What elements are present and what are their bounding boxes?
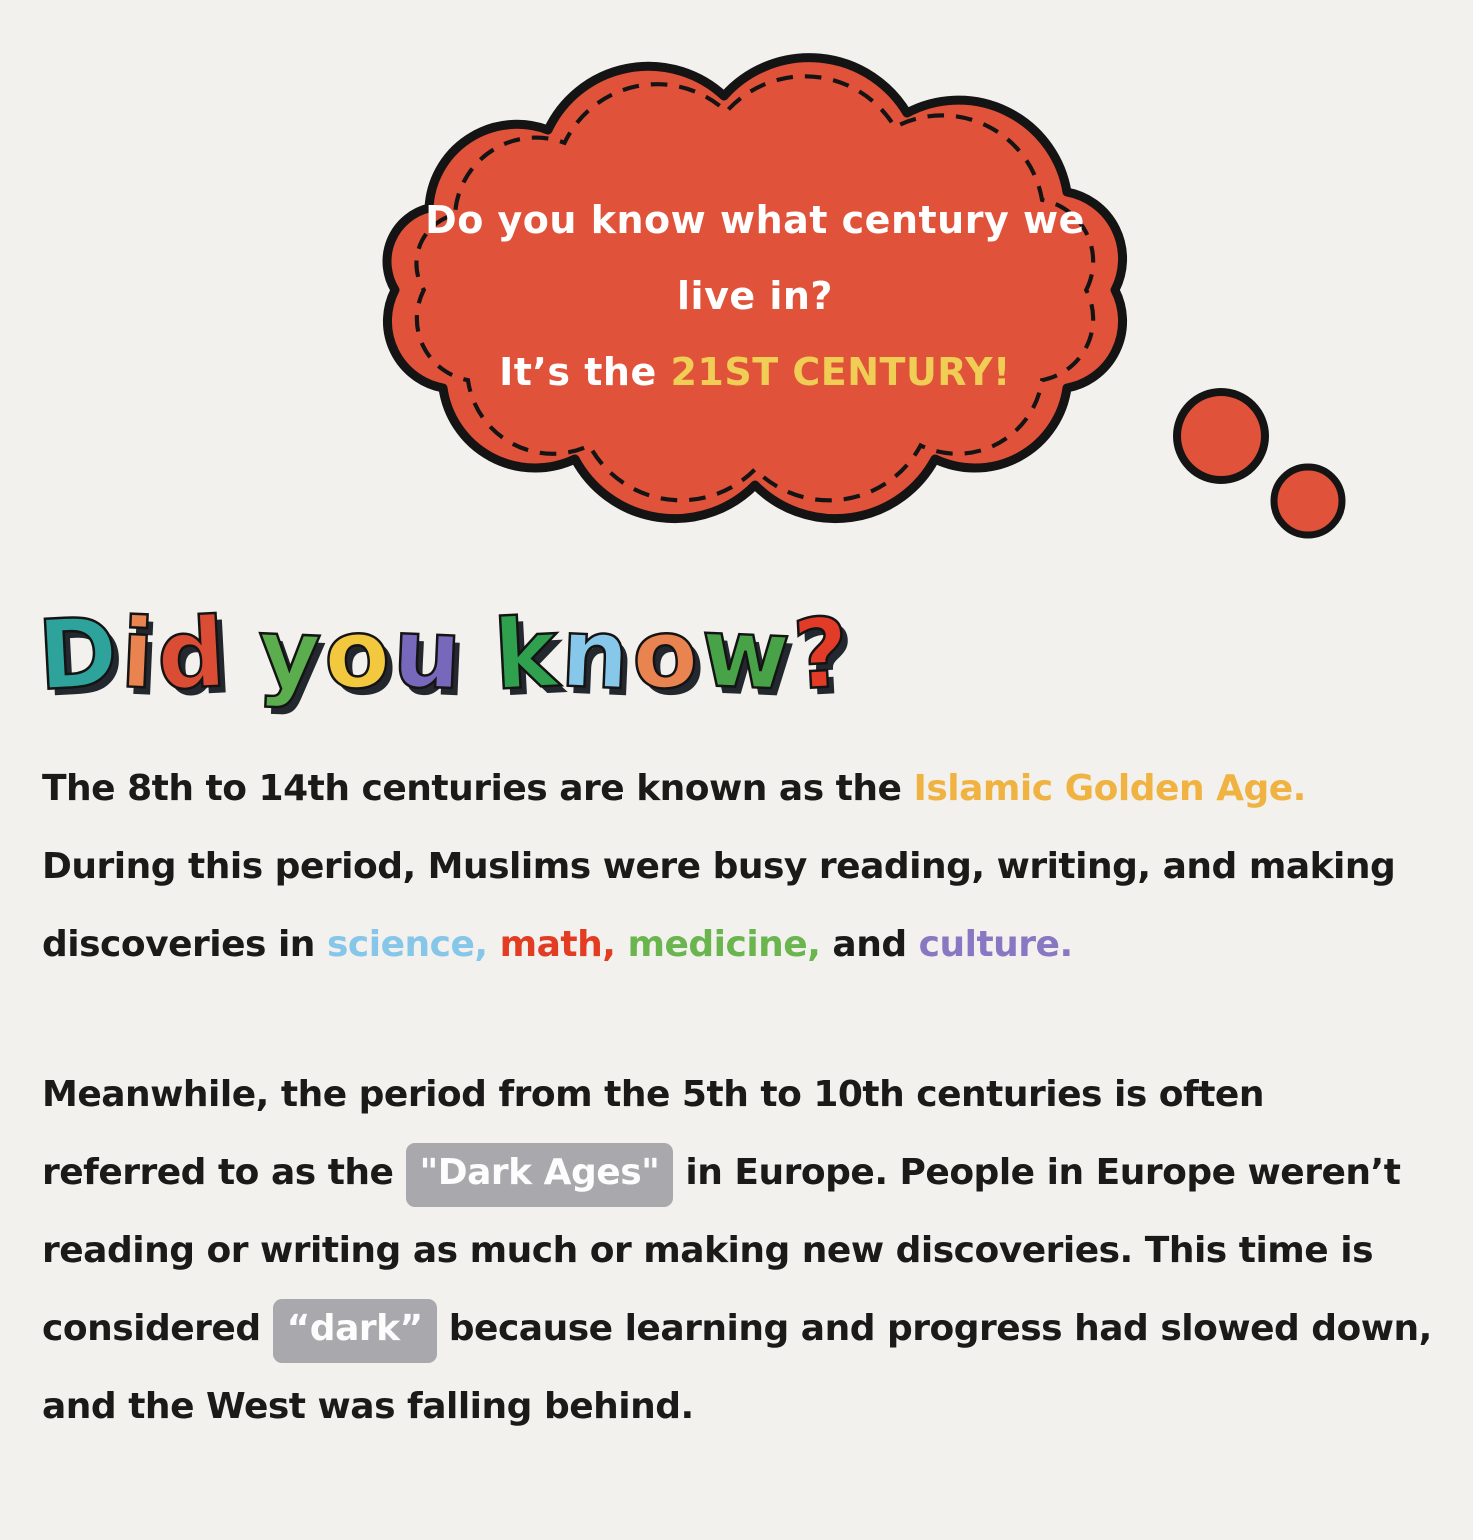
cloud-text-line-3-prefix: It’s the: [499, 350, 671, 394]
paragraph-2-line-1: [42, 1074, 1264, 1115]
body-text: and: [820, 924, 919, 965]
paragraph-1-line-1: [42, 768, 1306, 809]
cloud-text-line-3: [408, 334, 1102, 410]
paragraph-dark-ages: [42, 1056, 1432, 1446]
medicine-text: medicine,: [627, 924, 821, 965]
did-you-know-heading: [35, 595, 882, 713]
heading-letter: k: [491, 596, 564, 712]
body-text: referred to as the: [42, 1152, 406, 1193]
culture-text: culture.: [918, 924, 1073, 965]
heading-letter: i: [118, 597, 160, 711]
body-text: During this period, Muslims were busy reading, writing, and making: [42, 846, 1396, 887]
science-text: science,: [326, 924, 500, 965]
math-text: math,: [499, 924, 628, 965]
paragraph-1-line-2: [42, 846, 1395, 887]
heading-letter: o: [321, 596, 396, 712]
body-text: Meanwhile, the period from the 5th to 10th centuries is often: [42, 1074, 1264, 1115]
heading-letter: n: [558, 596, 635, 712]
body-text: in Europe. People in Europe weren’t: [673, 1152, 1401, 1193]
thought-dot-small: [1274, 467, 1342, 535]
dark-ages-highlight: "Dark Ages": [406, 1143, 674, 1207]
body-text: considered: [42, 1308, 273, 1349]
body-text: The 8th to 14th centuries are known as the: [42, 768, 914, 809]
paragraph-2-line-5: [42, 1386, 694, 1427]
heading-letter: D: [35, 595, 124, 713]
paragraph-2-line-2: [42, 1152, 1400, 1193]
paragraph-golden-age: [42, 750, 1395, 984]
body-text: reading or writing as much or making new discoveries. This time is: [42, 1230, 1374, 1271]
thought-dot-large: [1177, 392, 1265, 480]
heading-letter: y: [255, 596, 327, 712]
body-text: discoveries in: [42, 924, 327, 965]
heading-letter: u: [390, 596, 467, 712]
paragraph-2-line-3: [42, 1230, 1373, 1271]
heading-letter: d: [153, 596, 232, 712]
heading-letter: w: [698, 596, 796, 712]
thought-bubble-text: [408, 182, 1102, 410]
cloud-text-line-1: Do you know what century we: [425, 198, 1085, 242]
islamic-golden-age-text: Islamic Golden Age.: [913, 768, 1306, 809]
body-text: because learning and progress had slowed down,: [436, 1308, 1432, 1349]
heading-letter: o: [629, 596, 705, 712]
paragraph-1-line-3: [42, 924, 1073, 965]
heading-word-know: [491, 596, 855, 712]
cloud-text-century-highlight: 21ST CENTURY!: [670, 350, 1011, 394]
heading-letter: ?: [790, 596, 855, 712]
heading-word-you: [255, 596, 467, 712]
paragraph-2-line-4: [42, 1308, 1432, 1349]
heading-word-did: [35, 595, 232, 713]
body-text: and the West was falling behind.: [42, 1386, 694, 1427]
cloud-text-line-2: live in?: [677, 274, 833, 318]
dark-highlight: “dark”: [273, 1299, 437, 1363]
